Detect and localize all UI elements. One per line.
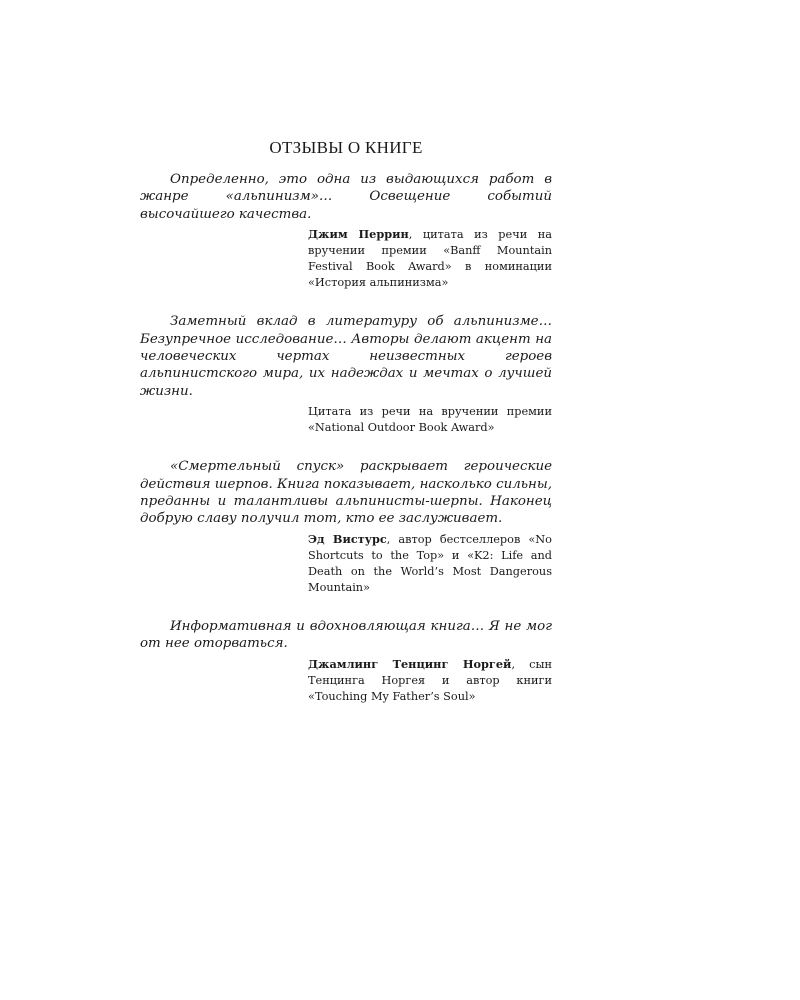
review-4 — [140, 618, 552, 705]
review-spacer — [140, 596, 552, 618]
review-author: Джамлинг Тенцинг Норгей — [308, 656, 512, 671]
review-quote: Информативная и вдохновляющая книга… Я не мог от нее оторваться. — [140, 618, 552, 652]
review-author: Эд Вистурс — [308, 531, 387, 546]
review-3 — [140, 458, 552, 596]
review-spacer — [140, 291, 552, 313]
review-source: Цитата из речи на вручении премии «National Outdoor Book Award» — [308, 405, 552, 435]
review-attribution — [308, 531, 552, 596]
review-2 — [140, 313, 552, 436]
review-attribution — [308, 656, 552, 705]
review-spacer — [140, 436, 552, 458]
review-source: , автор бестселлеров «No Shortcuts to the Top» и «K2: Life and Death on the World’s Most Dangerous Mountain» — [308, 532, 552, 594]
page-title: ОТЗЫВЫ О КНИГЕ — [269, 138, 423, 157]
review-source: , цитата из речи на вручении премии «Banff Mountain Festival Book Award» в номинации «История альпинизма» — [308, 228, 552, 290]
reviews-page — [140, 138, 552, 705]
review-quote: Заметный вклад в литературу об альпинизме… Безупречное исследование… Авторы делают акцент на человеческих чертах неизвестных героев альпинистского мира, их надеждах и мечтах о лучшей жизни. — [140, 314, 552, 399]
review-author: Джим Перрин — [308, 227, 409, 242]
review-quote: Определенно, это одна из выдающихся работ в жанре «альпинизм»… Освещение событий высочайшего качества. — [140, 172, 552, 222]
review-1 — [140, 171, 552, 291]
review-attribution — [308, 403, 552, 436]
review-source: , сын Тенцинга Норгея и автор книги «Touching My Father’s Soul» — [308, 657, 552, 703]
review-attribution — [308, 226, 552, 291]
review-quote: «Смертельный спуск» раскрывает героические действия шерпов. Книга показывает, насколько сильны, преданны и талантливы альпинисты-шерпы. Наконец добрую славу получил тот, кто ее заслуживает. — [140, 459, 552, 527]
